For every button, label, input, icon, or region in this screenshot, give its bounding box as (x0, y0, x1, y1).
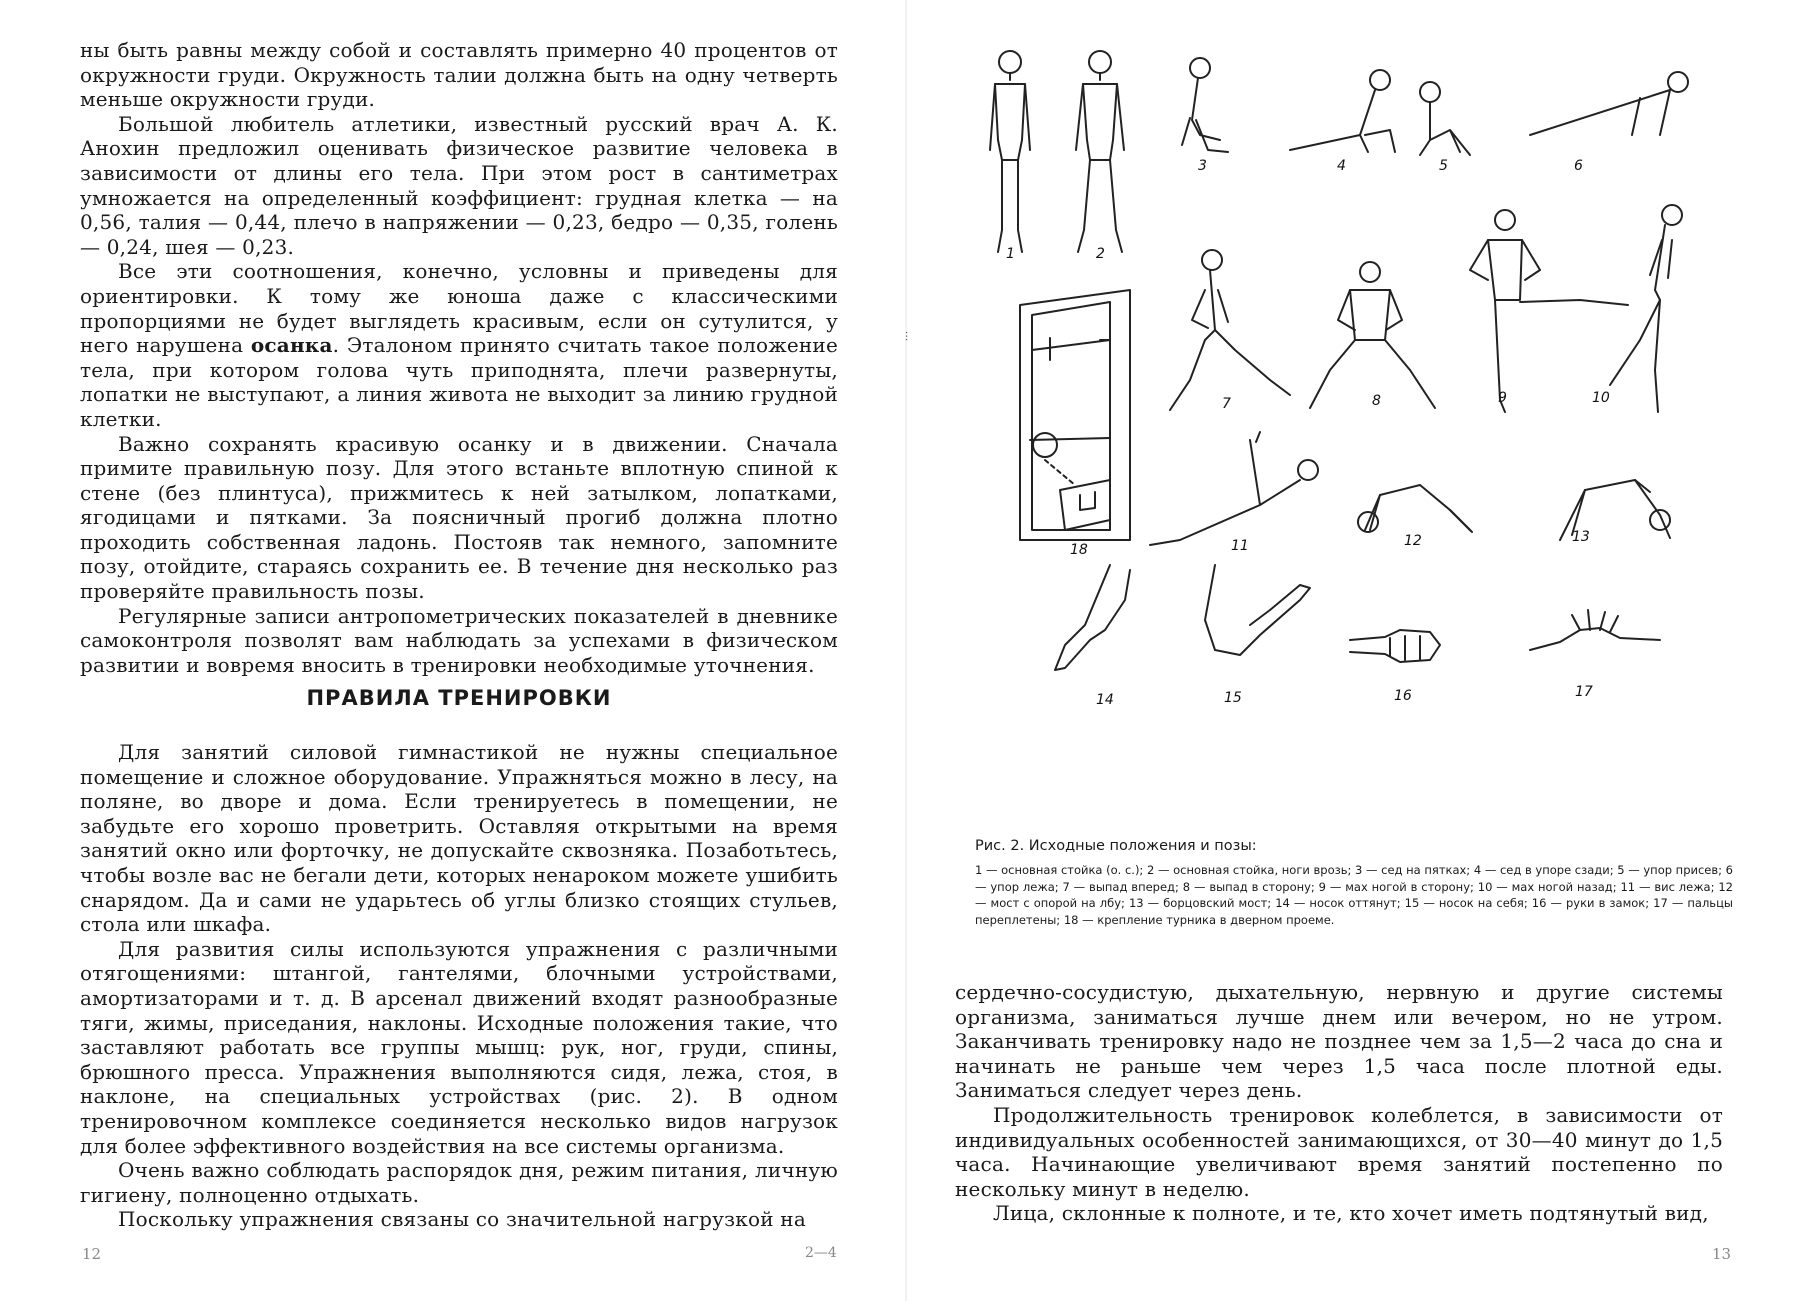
fig-label-13: 13 (1572, 529, 1590, 545)
pose-1-standing (990, 51, 1030, 252)
paragraph-9: Поскольку упражнения связаны со значительной нагрузкой на (118, 1207, 806, 1232)
pose-16-hands-lock (1350, 630, 1440, 662)
page-number-right: 13 (1712, 1245, 1732, 1263)
page-number-left: 12 (82, 1245, 102, 1263)
right-page (900, 0, 1795, 1301)
term-posture: осанка (250, 333, 333, 358)
figure-drawing (960, 40, 1760, 820)
paragraph-3-end: . Эталоном принято считать такое положение тела, при котором голова чуть приподнята, плечи развернуты, лопатки не выступают, а линия живота не выходит за линию грудной клетки. (80, 333, 838, 431)
left-text-top (80, 38, 838, 677)
pose-8-side-lunge (1310, 262, 1435, 408)
pose-6-pushup (1530, 72, 1688, 135)
pose-18-door-bar (1020, 290, 1130, 540)
fig-label-2: 2 (1096, 246, 1105, 262)
right-text (955, 980, 1723, 1226)
paragraph-12: Лица, склонные к полноте, и те, кто хочет иметь подтянутый вид, (993, 1201, 1709, 1226)
paragraph-4: Важно сохранять красивую осанку и в движении. Сначала примите правильную позу. Для этого встаньте вплотную спиной к стене (без плинтуса), прижмитесь к ней затылком, лопатками, ягодицами и пятками. За поясничный прогиб должна плотно проходить собственная ладонь. Постояв так немного, запомните позу, отойдите, стараясь сохранить ее. В течение дня несколько раз проверяйте правильность позы. (80, 431, 838, 604)
paragraph-11: Продолжительность тренировок колеблется, в зависимости от индивидуальных особенностей занимающихся, от 30—40 минут до 1,5 часа. Начинающие увеличивают время занятий постепенно по нескольку минут в неделю. (955, 1102, 1723, 1201)
paragraph-3-start: Все эти соотношения, конечно, условны и приведены для ориентировки. К тому же юноша даже с классическими пропорциями не будет выглядеть красивым, если он сутулится, у него нарушена (80, 259, 838, 358)
paragraph-2: Большой любитель атлетики, известный русский врач А. К. Анохин предложил оценивать физическое развитие человека в зависимости от длины его тела. При этом рост в сантиметрах умножается на определенный коэффициент: грудная клетка — на 0,56, талия — 0,44, плечо в напряжении — 0,23, бедро — 0,35, голень — 0,24, шея — 0,23. (80, 111, 838, 259)
exercise-figure (960, 40, 1760, 820)
fig-label-12: 12 (1404, 533, 1422, 549)
paragraph-5: Регулярные записи антропометрических показателей в дневнике самоконтроля позволят вам наблюдать за успехами в физическом развитии и вовремя вносить в тренировки необходимые уточнения. (80, 603, 838, 677)
fig-label-14: 14 (1096, 692, 1114, 708)
paragraph-6: Для занятий силовой гимнастикой не нужны специальное помещение и сложное оборудование. Упражняться можно в лесу, на поляне, во дворе и дома. Если тренируетесь в помещении, не забудьте его хорошо проветрить. Оставляя открытыми на время занятий окно или форточку, не допускайте сквозняка. Позаботьтесь, чтобы возле вас не бегали дети, которых ненароком можете ушибить снарядом. Да и сами не ударьтесь об углы близко стоящих стульев, стола или шкафа. (80, 740, 838, 937)
pose-14-toe-pointed (1055, 565, 1130, 670)
fig-label-3: 3 (1198, 158, 1207, 174)
fig-label-1: 1 (1006, 246, 1015, 262)
pose-3-kneel (1182, 58, 1228, 152)
left-text-bottom (80, 740, 838, 1232)
pose-15-toe-flexed (1205, 565, 1310, 655)
paragraph-7: Для развития силы используются упражнения с различными отягощениями: штангой, гантелями, блочными устройствами, амортизаторами и т. д. В арсенал движений входят разнообразные тяги, жимы, приседания, наклоны. Исходные положения такие, что заставляют работать все группы мышц: рук, ног, груди, спины, брюшного пресса. Упражнения выполняются сидя, лежа, стоя, в наклоне, на специальных устройствах (рис. 2). В одном тренировочном комплексе соединяется несколько видов нагрузок для более эффективного воздействия на все системы организма. (80, 936, 838, 1158)
gutter-mark: ⫶ (905, 330, 909, 344)
pose-9-leg-side (1470, 210, 1628, 412)
fig-label-5: 5 (1439, 158, 1448, 174)
pose-11-hang (1150, 432, 1318, 545)
figure-caption-title: Рис. 2. Исходные положения и позы: (975, 838, 1257, 854)
pose-5-squat (1420, 82, 1470, 155)
fig-label-18: 18 (1070, 542, 1088, 558)
pose-10-leg-back (1610, 205, 1682, 412)
fig-label-7: 7 (1222, 396, 1231, 412)
figure-caption-legend: 1 — основная стойка (о. с.); 2 — основная стойка, ноги врозь; 3 — сед на пятках; 4 — сед в упоре сзади; 5 — упор присев; 6 — упор лежа; 7 — выпад вперед; 8 — выпад в сторону; 9 — мах ногой в сторону; 10 — мах ногой назад; 11 — вис лежа; 12 — мост с опорой на лбу; 13 — борцовский мост; 14 — носок оттянут; 15 — носок на себя; 16 — руки в замок; 17 — пальцы переплетены; 18 — крепление турника в дверном проеме. (975, 863, 1733, 927)
paragraph-10: сердечно-сосудистую, дыхательную, нервную и другие системы организма, заниматься лучше днем или вечером, но не утром. Заканчивать тренировку надо не позднее чем за 1,5—2 часа до сна и начинать не раньше чем через 1,5 часа после плотной еды. Заниматься следует через день. (955, 980, 1723, 1103)
fig-label-10: 10 (1592, 390, 1610, 406)
fig-label-17: 17 (1575, 684, 1593, 700)
printer-signature: 2—4 (805, 1245, 837, 1261)
pose-17-fingers-interlaced (1530, 610, 1660, 650)
fig-label-15: 15 (1224, 690, 1242, 706)
paragraph-1: ны быть равны между собой и составлять примерно 40 процентов от окружности груди. Окружность талии должна быть на одну четверть меньше окружности груди. (80, 38, 838, 112)
pose-4-sitting (1290, 70, 1395, 152)
fig-label-4: 4 (1337, 158, 1346, 174)
fig-label-16: 16 (1394, 688, 1412, 704)
fig-label-6: 6 (1574, 158, 1583, 174)
fig-label-9: 9 (1498, 390, 1507, 406)
paragraph-8: Очень важно соблюдать распорядок дня, режим питания, личную гигиену, полноценно отдыхать. (80, 1158, 838, 1207)
pose-2-standing-apart (1076, 51, 1124, 252)
pose-12-bridge-head (1358, 485, 1472, 532)
fig-label-11: 11 (1231, 538, 1249, 554)
paragraph-3 (80, 259, 838, 431)
section-heading: ПРАВИЛА ТРЕНИРОВКИ (306, 686, 612, 710)
pose-7-lunge (1170, 250, 1290, 410)
fig-label-8: 8 (1372, 393, 1381, 409)
